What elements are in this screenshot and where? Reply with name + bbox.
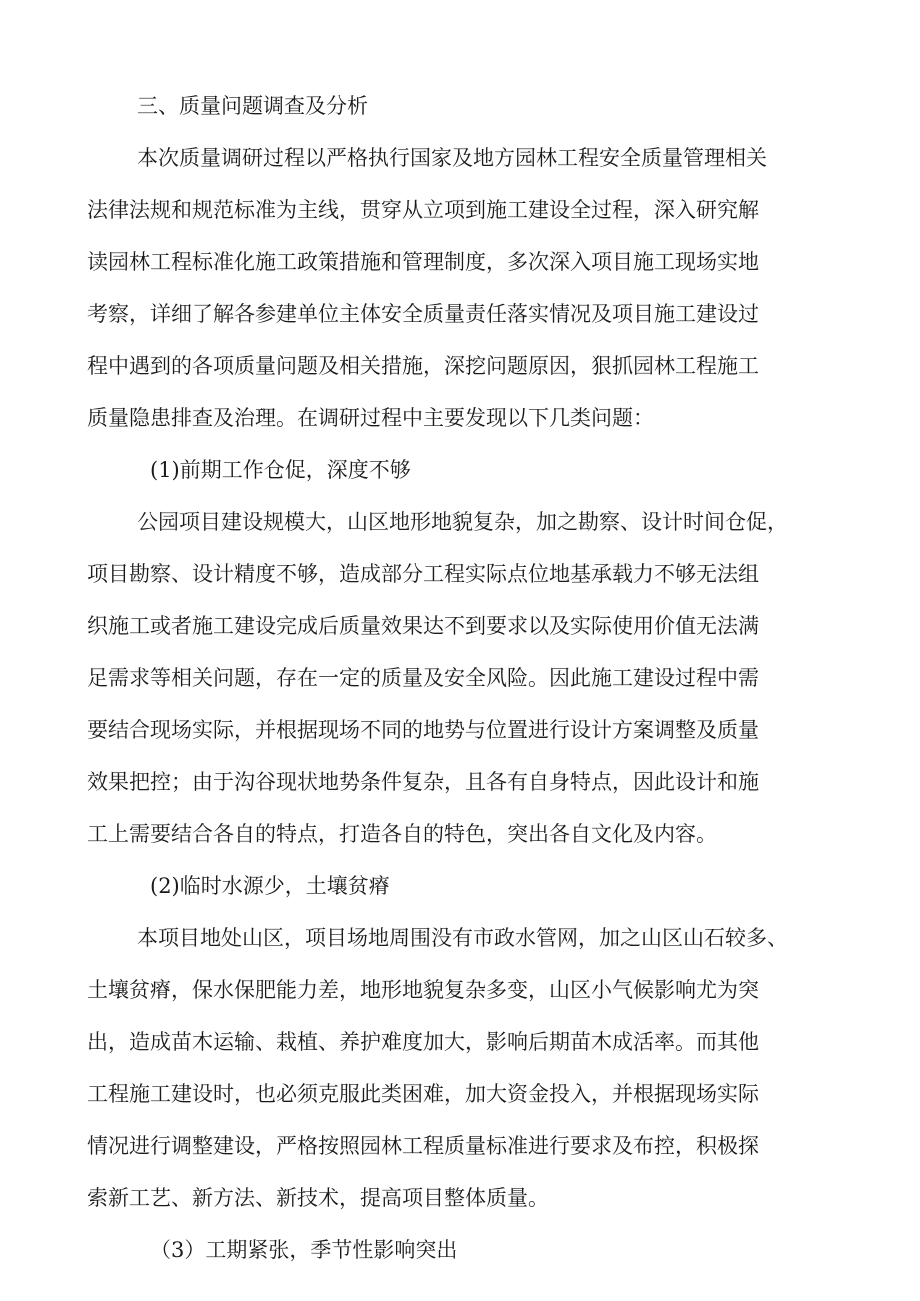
paragraph-line: 工上需要结合各自的特点，打造各自的特色，突出各自文化及内容。	[87, 822, 717, 846]
paragraph-line: 程中遇到的各项质量问题及相关措施，深挖问题原因，狠抓园林工程施工	[87, 354, 759, 378]
issue-3-heading: （3）工期紧张，季节性影响突出	[150, 1238, 458, 1262]
paragraph-line: 公园项目建设规模大，山区地形地貌复杂，加之勘察、设计时间仓促，	[137, 510, 788, 534]
issue-2-heading: (2)临时水源少，土壤贫瘠	[150, 874, 390, 898]
paragraph-line: 效果把控；由于沟谷现状地势条件复杂，且各有自身特点，因此设计和施	[87, 770, 759, 794]
paragraph-line: 情况进行调整建设，严格按照园林工程质量标准进行要求及布控，积极探	[87, 1134, 759, 1158]
paragraph-line: 本项目地处山区，项目场地周围没有市政水管网，加之山区山石较多、	[137, 926, 788, 950]
paragraph-line: 法律法规和规范标准为主线，贯穿从立项到施工建设全过程，深入研究解	[87, 198, 759, 222]
paragraph-line: 索新工艺、新方法、新技术，提高项目整体质量。	[87, 1186, 549, 1210]
paragraph-line: 本次质量调研过程以严格执行国家及地方园林工程安全质量管理相关	[137, 146, 767, 170]
issue-1-heading: (1)前期工作仓促，深度不够	[150, 458, 411, 482]
paragraph-line: 项目勘察、设计精度不够，造成部分工程实际点位地基承载力不够无法组	[87, 562, 759, 586]
paragraph-line: 质量隐患排查及治理。在调研过程中主要发现以下几类问题：	[87, 406, 654, 430]
paragraph-line: 考察，详细了解各参建单位主体安全质量责任落实情况及项目施工建设过	[87, 302, 759, 326]
paragraph-line: 工程施工建设时，也必须克服此类困难，加大资金投入，并根据现场实际	[87, 1082, 759, 1106]
paragraph-line: 出，造成苗木运输、栽植、养护难度加大，影响后期苗木成活率。而其他	[87, 1030, 759, 1054]
paragraph-line: 读园林工程标准化施工政策措施和管理制度，多次深入项目施工现场实地	[87, 250, 759, 274]
paragraph-line: 土壤贫瘠，保水保肥能力差，地形地貌复杂多变，山区小气候影响尤为突	[87, 978, 759, 1002]
paragraph-line: 要结合现场实际，并根据现场不同的地势与位置进行设计方案调整及质量	[87, 718, 759, 742]
section-heading: 三、质量问题调查及分析	[137, 94, 368, 118]
paragraph-line: 织施工或者施工建设完成后质量效果达不到要求以及实际使用价值无法满	[87, 614, 759, 638]
paragraph-line: 足需求等相关问题，存在一定的质量及安全风险。因此施工建设过程中需	[87, 666, 759, 690]
